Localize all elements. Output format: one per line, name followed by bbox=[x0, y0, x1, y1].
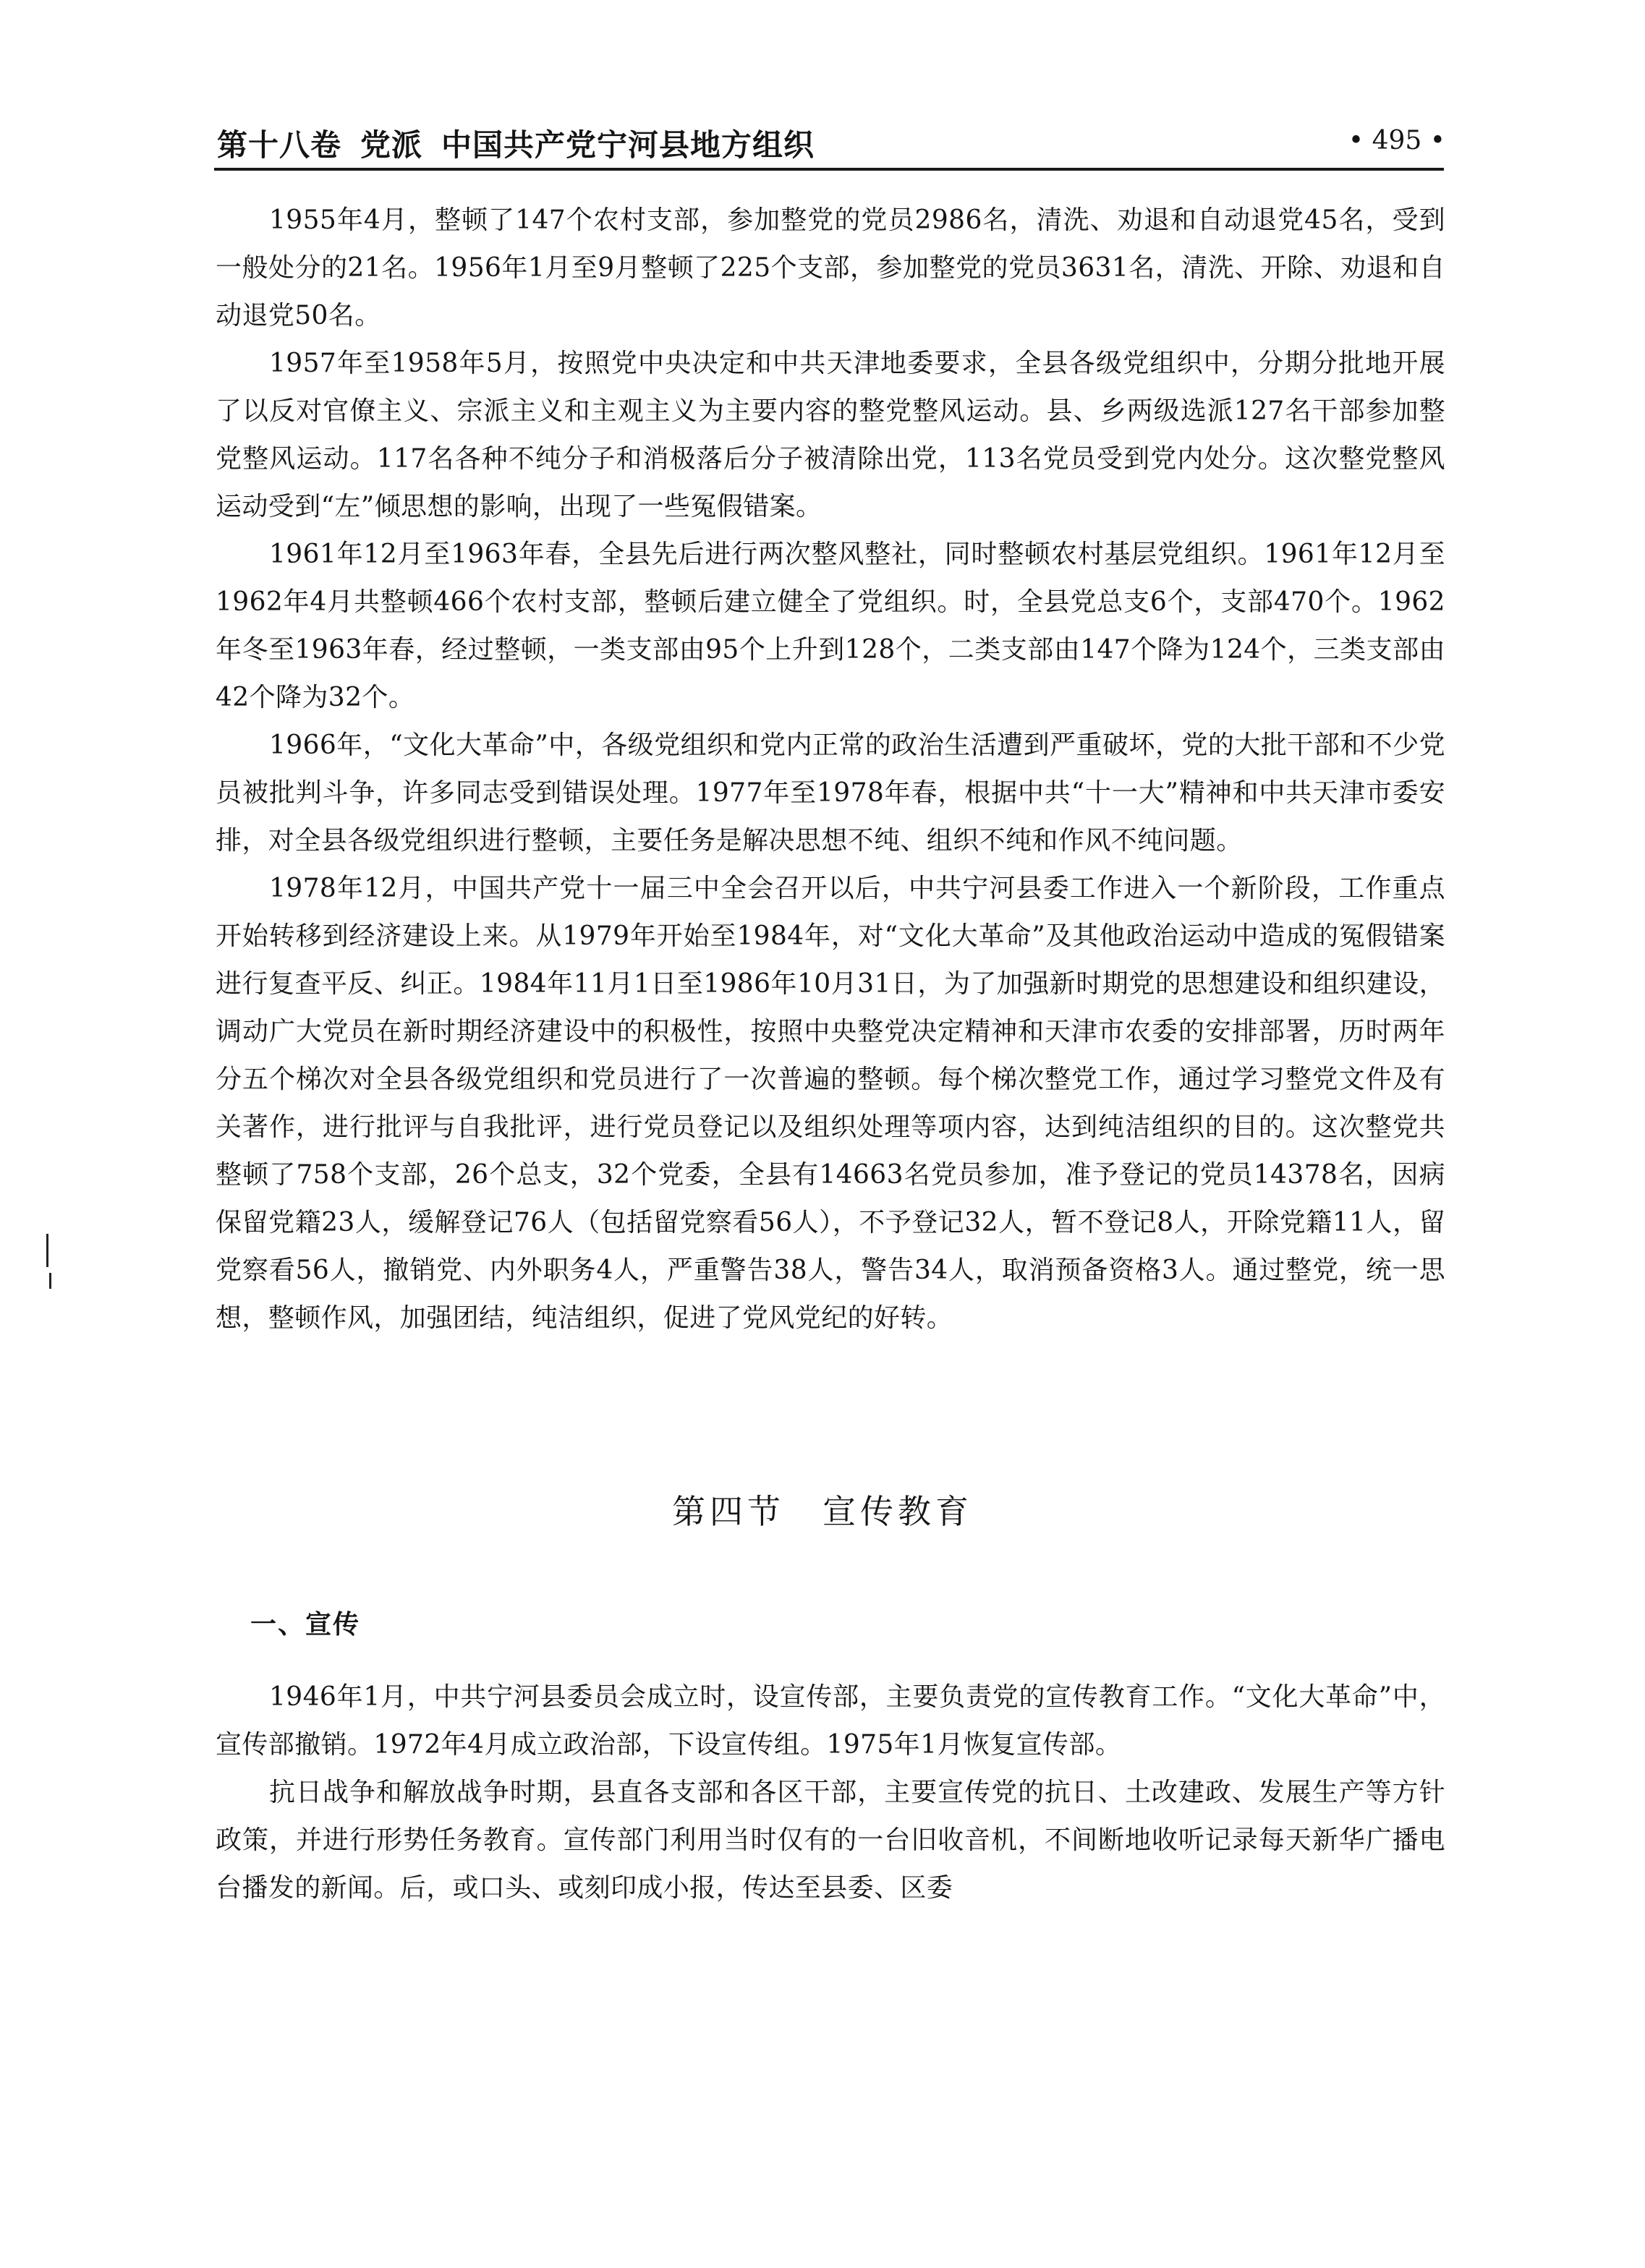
subheading-propaganda: 一、宣传 bbox=[250, 1610, 361, 1640]
header-category: 党派 bbox=[360, 127, 423, 163]
running-header bbox=[214, 114, 1445, 165]
page-number: • 495 • bbox=[1348, 126, 1445, 155]
margin-mark bbox=[46, 1234, 48, 1267]
paragraph-1978-reform: 1978年12月，中国共产党十一届三中全会召开以后，中共宁河县委工作进入一个新阶段，工作重点开始转移到经济建设上来。从1979年开始至1984年，对“文化大革命”及其他政治运动中造成的冤假错案进行复查平反、纠正。1984年11月1日至1986年10月31日，为了加强新时期党的思想建设和组织建设，调动广大党员在新时期经济建设中的积极性，按照中央整党决定精神和天津市农委的安排部署，历时两年分五个梯次对全县各级党组织和党员进行了一次普遍的整顿。每个梯次整党工作，通过学习整党文件及有关著作，进行批评与自我批评，进行党员登记以及组织处理等项内容，达到纯洁组织的目的。这次整党共整顿了758个支部，26个总支，32个党委，全县有14663名党员参加，准予登记的党员14378名，因病保留党籍23人，缓解登记76人（包括留党察看56人），不予登记32人，暂不登记8人，开除党籍11人，留党察看56人，撤销党、内外职务4人，严重警告38人，警告34人，取消预备资格3人。通过整党，统一思想，整顿作风，加强团结，纯洁组织，促进了党风党纪的好转。 bbox=[216, 874, 1445, 1333]
paragraph-wartime-propaganda: 抗日战争和解放战争时期，县直各支部和各区干部，主要宣传党的抗日、土改建政、发展生产等方针政策，并进行形势任务教育。宣传部门利用当时仅有的一台旧收音机，不间断地收听记录每天新华广播电台播发的新闻。后，或口头、或刻印成小报，传达至县委、区委 bbox=[216, 1778, 1445, 1903]
section-title: 第四节 宣传教育 bbox=[672, 1492, 973, 1531]
body-text-part1 bbox=[216, 197, 1445, 1342]
paragraph-1955-rectification: 1955年4月，整顿了147个农村支部，参加整党的党员2986名，清洗、劝退和自动退党45名，受到一般处分的21名。1956年1月至9月整顿了225个支部，参加整党的党员3631名，清洗、开除、劝退和自动退党50名。 bbox=[216, 205, 1445, 331]
header-title bbox=[217, 122, 815, 165]
paragraph-1946-propaganda-dept: 1946年1月，中共宁河县委员会成立时，设宣传部，主要负责党的宣传教育工作。“文化大革命”中，宣传部撤销。1972年4月成立政治部，下设宣传组。1975年1月恢复宣传部。 bbox=[216, 1682, 1445, 1760]
body-text-part2 bbox=[216, 1674, 1445, 1912]
header-volume: 第十八卷 bbox=[217, 127, 342, 163]
paragraph-1961-rectification: 1961年12月至1963年春，全县先后进行两次整风整社，同时整顿农村基层党组织。1961年12月至1962年4月共整顿466个农村支部，整顿后建立健全了党组织。时，全县党总支6个，支部470个。1962年冬至1963年春，经过整顿，一类支部由95个上升到128个，二类支部由147个降为124个，三类支部由42个降为32个。 bbox=[216, 540, 1445, 712]
margin-mark bbox=[49, 1273, 51, 1289]
paragraph-1966-cultural-revolution: 1966年，“文化大革命”中，各级党组织和党内正常的政治生活遭到严重破坏，党的大批干部和不少党员被批判斗争，许多同志受到错误处理。1977年至1978年春，根据中共“十一大”精神和中共天津市委安排，对全县各级党组织进行整顿，主要任务是解决思想不纯、组织不纯和作风不纯问题。 bbox=[216, 730, 1445, 856]
header-chapter: 中国共产党宁河县地方组织 bbox=[441, 127, 815, 163]
header-rule bbox=[214, 168, 1444, 171]
paragraph-1957-rectification: 1957年至1958年5月，按照党中央决定和中共天津地委要求，全县各级党组织中，分期分批地开展了以反对官僚主义、宗派主义和主观主义为主要内容的整党整风运动。县、乡两级选派127名干部参加整党整风运动。117名各种不纯分子和消极落后分子被清除出党，113名党员受到党内处分。这次整党整风运动受到“左”倾思想的影响，出现了一些冤假错案。 bbox=[216, 349, 1445, 521]
